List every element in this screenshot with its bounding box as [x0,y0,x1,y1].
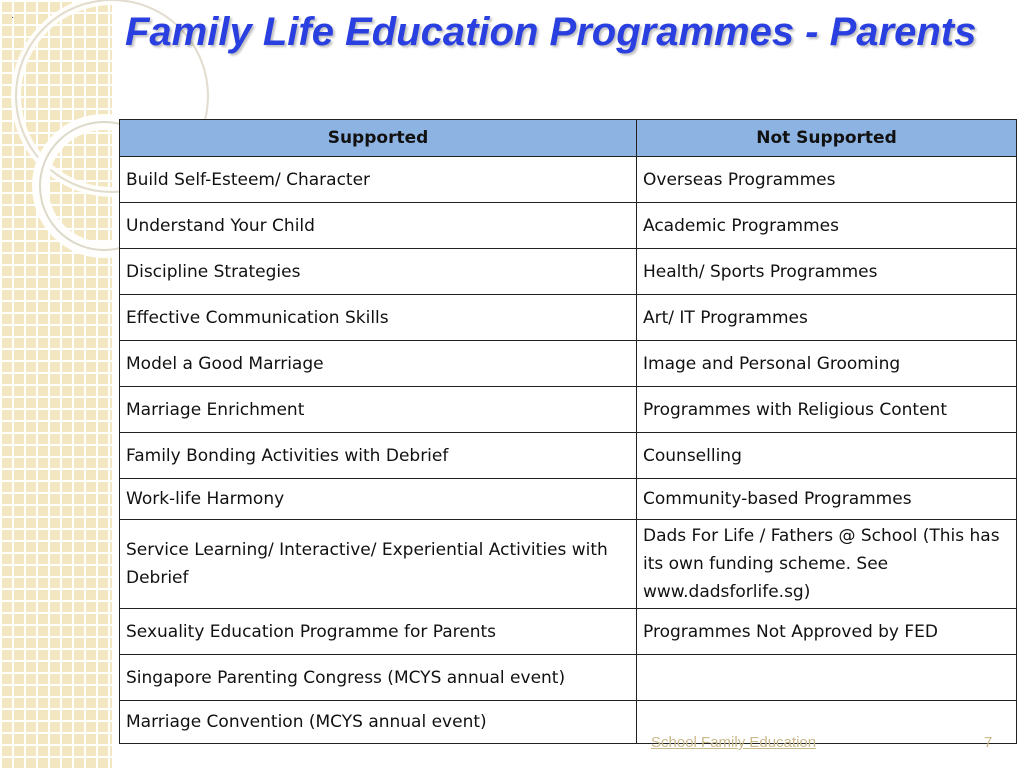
table-row [120,433,1017,479]
table-header-row [120,120,1017,157]
not-supported-cell: Academic Programmes [637,203,1017,249]
table-row [120,249,1017,295]
table-row [120,295,1017,341]
table-row [120,655,1017,701]
not-supported-cell: Dads For Life / Fathers @ School (This has its own funding scheme. See www.dadsforlife.sg) [637,520,1017,609]
programmes-table [119,119,1017,744]
header-not-supported: Not Supported [637,120,1017,157]
supported-cell: Effective Communication Skills [120,295,637,341]
decorative-grid-band [0,0,112,768]
supported-cell: Understand Your Child [120,203,637,249]
table-row [120,701,1017,744]
table-row [120,387,1017,433]
not-supported-cell [637,655,1017,701]
slide-mark: · [11,12,15,23]
not-supported-cell: Programmes Not Approved by FED [637,609,1017,655]
supported-cell: Sexuality Education Programme for Parents [120,609,637,655]
supported-cell: Discipline Strategies [120,249,637,295]
table-row [120,609,1017,655]
table-row [120,157,1017,203]
page-number: 7 [984,734,993,751]
not-supported-cell: Health/ Sports Programmes [637,249,1017,295]
supported-cell: Marriage Convention (MCYS annual event) [120,701,637,744]
table-row [120,341,1017,387]
supported-cell: Model a Good Marriage [120,341,637,387]
table-row [120,203,1017,249]
footer-label: School Family Education [651,734,817,751]
not-supported-cell: Overseas Programmes [637,157,1017,203]
not-supported-cell: Community-based Programmes [637,479,1017,520]
supported-cell: Build Self-Esteem/ Character [120,157,637,203]
supported-cell: Service Learning/ Interactive/ Experiential Activities with Debrief [120,520,637,609]
supported-cell: Family Bonding Activities with Debrief [120,433,637,479]
supported-cell: Marriage Enrichment [120,387,637,433]
table-row [120,479,1017,520]
not-supported-cell: Programmes with Religious Content [637,387,1017,433]
header-supported: Supported [120,120,637,157]
not-supported-cell: Image and Personal Grooming [637,341,1017,387]
slide-title: Family Life Education Programmes - Parents [125,10,977,54]
not-supported-cell: Art/ IT Programmes [637,295,1017,341]
supported-cell: Singapore Parenting Congress (MCYS annual event) [120,655,637,701]
not-supported-cell: Counselling [637,433,1017,479]
table-row [120,520,1017,609]
supported-cell: Work-life Harmony [120,479,637,520]
